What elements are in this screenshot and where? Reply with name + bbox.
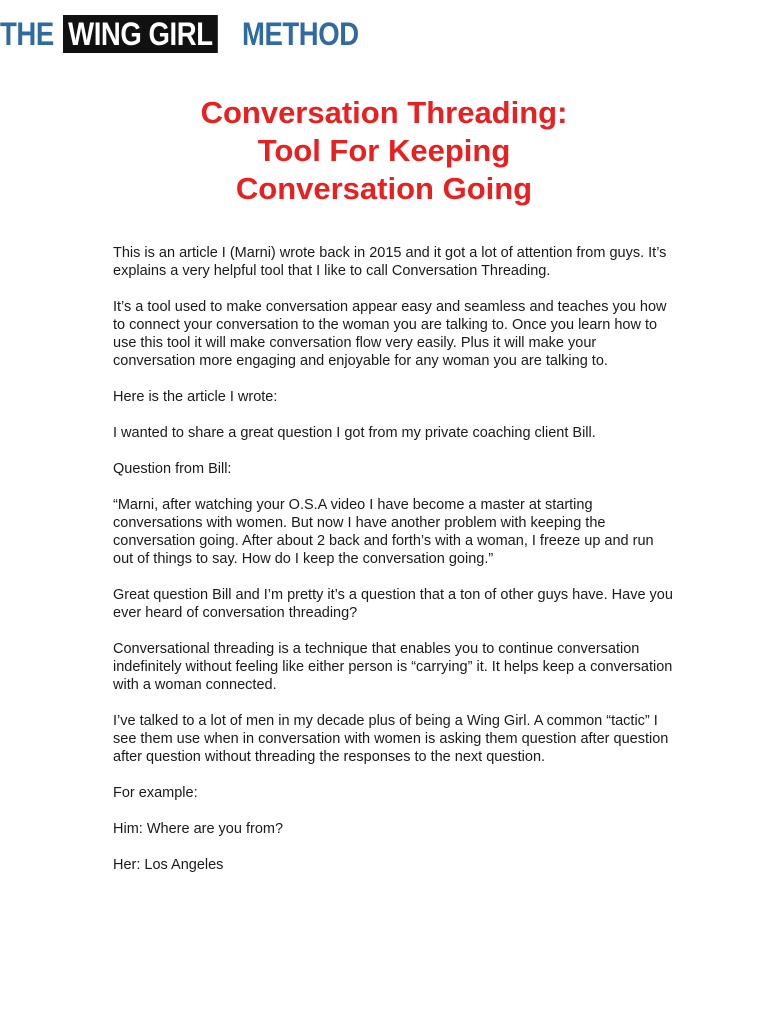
logo-the: THE <box>0 16 54 52</box>
paragraph-example-label: For example: <box>113 785 198 801</box>
paragraph-common-tactic: I’ve talked to a lot of men in my decade plus of being a Wing Girl. A common “tactic” I see them use when in conversation with women is asking them question after question after question without threading the responses to the next question. <box>113 713 669 765</box>
article-body <box>113 244 673 892</box>
logo-method: METHOD <box>242 16 360 52</box>
title-line-3: Conversation Going <box>235 171 533 206</box>
paragraph-article-lead: Here is the article I wrote: <box>113 389 278 405</box>
logo-wing-girl: WING GIRL <box>63 15 218 53</box>
paragraph-threading-definition: Conversational threading is a technique that enables you to continue conversation indefinitely without feeling like either person is “carrying” it. It helps keep a conversation with a woman connected. <box>113 641 673 693</box>
paragraph-intro: This is an article I (Marni) wrote back in 2015 and it got a lot of attention from guys. It’s explains a very helpful tool that I like to call Conversation Threading. <box>113 245 667 279</box>
paragraph-dialogue-him: Him: Where are you from? <box>113 821 284 837</box>
paragraph-response: Great question Bill and I’m pretty it’s a question that a ton of other guys have. Have you ever heard of conversation threading? <box>113 587 673 621</box>
paragraph-tool-description: It’s a tool used to make conversation appear easy and seamless and teaches you how to connect your conversation to the woman you are talking to. Once you learn how to use this tool it will make conversation flow very easily. Plus it will make your conversation more engaging and enjoyable for any woman you are talking to. <box>113 299 667 369</box>
title-line-2: Tool For Keeping <box>257 133 511 168</box>
paragraph-dialogue-her: Her: Los Angeles <box>113 857 224 873</box>
paragraph-question-quote: “Marni, after watching your O.S.A video I have become a master at starting conversations with women. But now I have another problem with keeping the conversation going. After about 2 back and forth’s with a woman, I freeze up and run out of things to say. How do I keep the conversation going.” <box>113 497 654 567</box>
document-title <box>0 94 768 208</box>
paragraph-share-question: I wanted to share a great question I got from my private coaching client Bill. <box>113 425 596 441</box>
paragraph-question-label: Question from Bill: <box>113 461 232 477</box>
brand-logo <box>0 14 378 54</box>
title-line-1: Conversation Threading: <box>200 95 568 130</box>
